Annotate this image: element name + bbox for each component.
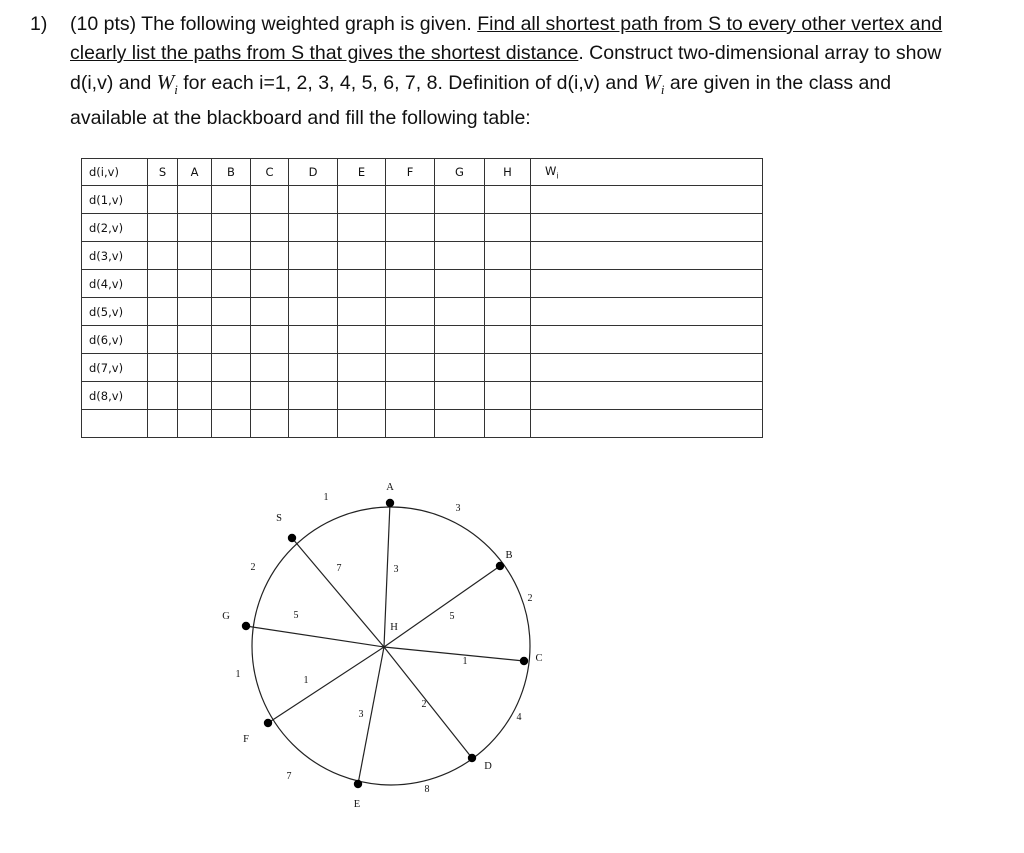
edge-g-h bbox=[246, 626, 384, 647]
vertex-b bbox=[496, 562, 504, 570]
edge-weight-g-s: 2 bbox=[250, 562, 256, 573]
edge-weight-b-c: 2 bbox=[527, 593, 533, 604]
vertex-label-d: D bbox=[484, 761, 492, 772]
column-header-g: G bbox=[435, 159, 485, 186]
edge-weight-e-h: 3 bbox=[358, 709, 364, 720]
w-symbol: $W_i$ bbox=[643, 70, 665, 98]
question-end: are given in the class and available at the blackboard and fill the following table: bbox=[70, 72, 892, 130]
vertex-label-b: B bbox=[505, 550, 513, 561]
question-number: 1) bbox=[30, 13, 48, 35]
edge-weight-f-g: 1 bbox=[235, 669, 241, 680]
column-header-h: H bbox=[485, 159, 531, 186]
vertex-f bbox=[264, 719, 272, 727]
edge-weight-s-h: 7 bbox=[336, 563, 342, 574]
vertex-d bbox=[468, 754, 476, 762]
w-symbol: $W_i$ bbox=[156, 70, 178, 98]
row-header: d(5,v) bbox=[82, 298, 148, 326]
edge-f-h bbox=[268, 647, 384, 723]
vertex-a bbox=[386, 499, 394, 507]
row-header: d(4,v) bbox=[82, 270, 148, 298]
column-header-a: A bbox=[178, 159, 212, 186]
row-header: d(7,v) bbox=[82, 354, 148, 382]
edge-a-h bbox=[384, 503, 390, 647]
graph-circle bbox=[252, 507, 530, 785]
vertex-label-e: E bbox=[353, 799, 361, 810]
question-points: (10 pts) The following weighted graph is given. bbox=[70, 13, 472, 35]
edge-s-h bbox=[292, 538, 384, 647]
vertex-e bbox=[354, 780, 362, 788]
question-foreach: for each i=1, 2, 3, 4, 5, 6, 7, 8. Definition of d(i,v) and bbox=[177, 72, 644, 94]
edge-weight-a-b: 3 bbox=[455, 503, 461, 514]
column-header-s: S bbox=[148, 159, 178, 186]
question-construct: . Construct two-dimensional array to show d(i,v) and bbox=[70, 42, 942, 94]
vertex-label-c: C bbox=[535, 653, 543, 664]
edge-weight-d-h: 2 bbox=[421, 699, 427, 710]
column-header-d: D bbox=[289, 159, 338, 186]
edge-weight-g-h: 5 bbox=[293, 610, 299, 621]
vertex-s bbox=[288, 534, 296, 542]
vertex-label-g: G bbox=[222, 611, 230, 622]
edge-c-h bbox=[384, 647, 524, 661]
edge-weight-a-h: 3 bbox=[393, 564, 399, 575]
edge-weight-s-a: 1 bbox=[323, 492, 329, 503]
vertex-g bbox=[242, 622, 250, 630]
edge-d-h bbox=[384, 647, 472, 758]
vertex-label-f: F bbox=[243, 734, 249, 745]
vertex-label-a: A bbox=[386, 482, 394, 493]
edge-weight-e-f: 7 bbox=[286, 771, 292, 782]
column-header-f: F bbox=[386, 159, 435, 186]
edge-weight-b-h: 5 bbox=[449, 611, 455, 622]
question-instruction: Find all shortest path from S to every other vertex and clearly list the paths from S that gives the shortest distance bbox=[70, 13, 943, 64]
edge-weight-f-h: 1 bbox=[303, 675, 309, 686]
edge-b-h bbox=[384, 566, 500, 647]
row-header: d(8,v) bbox=[82, 382, 148, 410]
row-header: d(3,v) bbox=[82, 242, 148, 270]
row-header: d(6,v) bbox=[82, 326, 148, 354]
row-header: d(2,v) bbox=[82, 214, 148, 242]
row-header: d(1,v) bbox=[82, 186, 148, 214]
vertex-c bbox=[520, 657, 528, 665]
edge-weight-c-h: 1 bbox=[462, 656, 468, 667]
column-header-b: B bbox=[212, 159, 251, 186]
vertex-label-h: H bbox=[390, 622, 398, 633]
vertex-label-s: S bbox=[276, 513, 282, 524]
column-header-c: C bbox=[251, 159, 289, 186]
table-corner-header: d(i,v) bbox=[82, 159, 148, 186]
column-header-e: E bbox=[338, 159, 386, 186]
edge-weight-d-e: 8 bbox=[424, 784, 430, 795]
column-header-w: $W_i$ bbox=[531, 159, 763, 186]
edge-weight-c-d: 4 bbox=[516, 712, 522, 723]
